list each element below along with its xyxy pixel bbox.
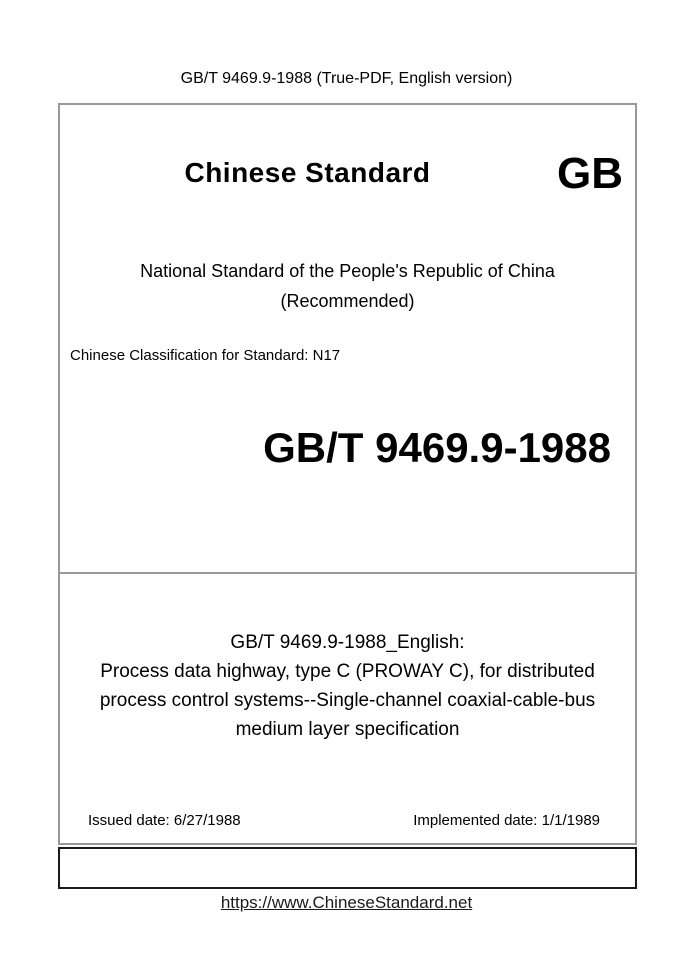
description-line-2: process control systems--Single-channel coaxial-cable-bus	[99, 690, 596, 711]
english-title-label: GB/T 9469.9-1988_English:	[230, 632, 465, 653]
issued-date: Issued date: 6/27/1988	[88, 812, 241, 829]
document-header-title: GB/T 9469.9-1988 (True-PDF, English version)	[180, 70, 513, 87]
standard-number: GB/T 9469.9-1988	[263, 424, 611, 471]
national-standard-block	[60, 256, 635, 316]
description-line-1: Process data highway, type C (PROWAY C), for distributed	[100, 661, 595, 682]
classification-line: Chinese Classification for Standard: N17	[70, 347, 341, 364]
english-title-block	[60, 628, 635, 744]
gb-logo: GB	[557, 149, 623, 198]
national-standard-line: National Standard of the People's Republic of China	[140, 261, 555, 281]
footer	[0, 892, 693, 914]
page-title: Chinese Standard	[184, 157, 431, 188]
implemented-date: Implemented date: 1/1/1989	[413, 812, 600, 829]
footer-link[interactable]: https://www.ChineseStandard.net	[220, 893, 473, 912]
barcode-placeholder-box	[58, 847, 637, 889]
dates-row	[60, 810, 635, 832]
description-line-3: medium layer specification	[235, 719, 460, 740]
cover-bottom-section	[60, 574, 635, 843]
cover-box	[58, 103, 637, 845]
recommended-line: (Recommended)	[280, 291, 415, 311]
cover-top-section	[60, 105, 635, 574]
